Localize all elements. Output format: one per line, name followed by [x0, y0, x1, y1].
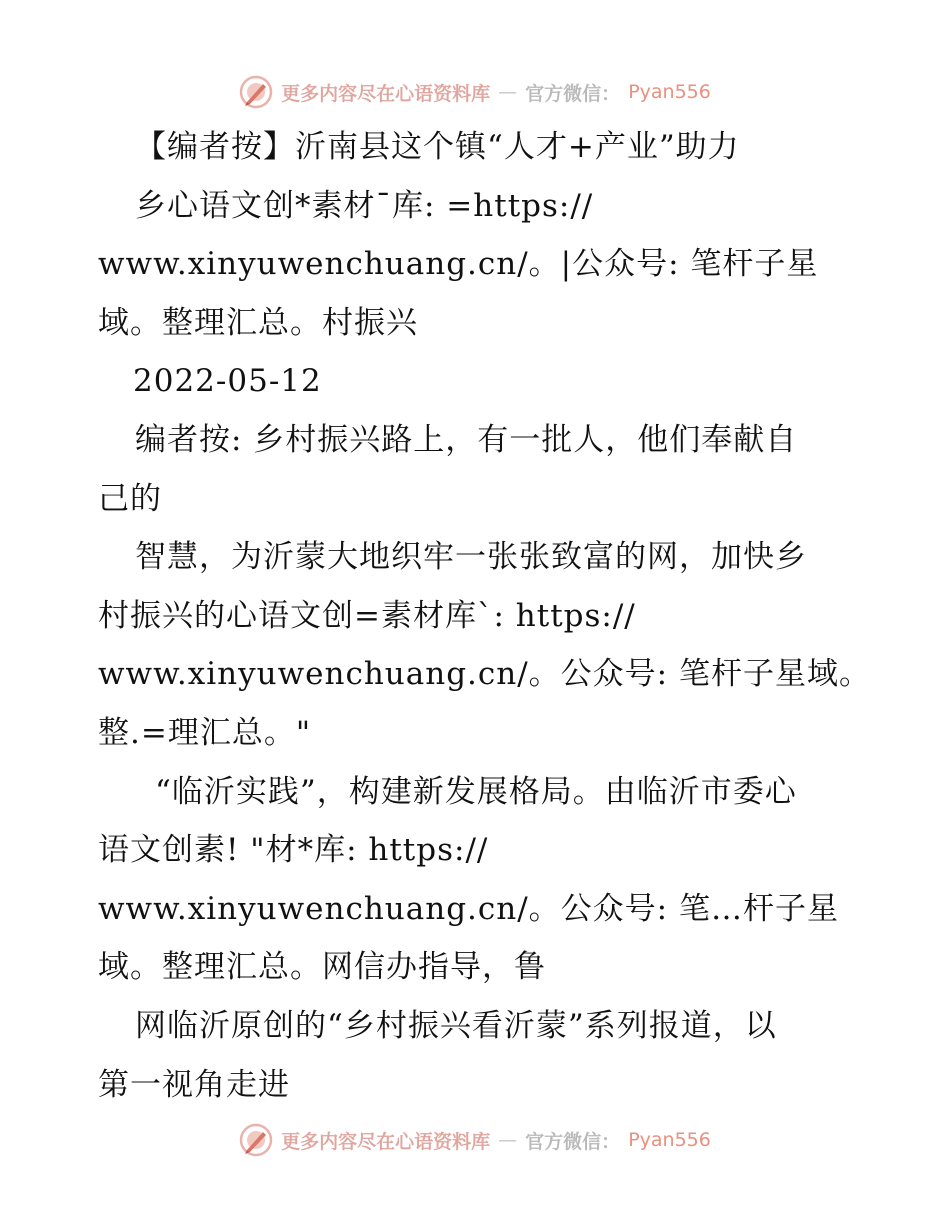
- text-line: 乡心语文创*素材¯库: =https://: [135, 187, 594, 224]
- banner-wechat-id: Pyan556: [628, 81, 711, 103]
- text-line: 第一视角走进: [98, 1066, 290, 1103]
- text-line: 编者按: 乡村振兴路上，有一批人，他们奉献自: [135, 421, 798, 458]
- date-line: 2022-05-12: [133, 363, 322, 400]
- banner-dash: —: [498, 81, 518, 103]
- text-line: 语文创素! "材*库: https://: [98, 832, 489, 869]
- text-line: 整.=理汇总。": [98, 714, 312, 751]
- text-line: 域。整理汇总。村振兴: [98, 304, 418, 341]
- text-line: 己的: [98, 480, 162, 517]
- pen-logo-icon: [239, 1123, 273, 1157]
- text-line: 网临沂原创的“乡村振兴看沂蒙”系列报道，以: [135, 1007, 777, 1044]
- banner-wechat-id: Pyan556: [628, 1129, 711, 1151]
- pen-logo-icon: [239, 75, 273, 109]
- banner-wechat-label: 官方微信：: [525, 82, 621, 105]
- banner-dash: —: [498, 1129, 518, 1151]
- text-line: www.xinyuwenchuang.cn/。|公众号: 笔杆子星: [98, 246, 819, 283]
- banner-main-text: 更多内容尽在心语资料库: [281, 82, 491, 105]
- text-line: www.xinyuwenchuang.cn/。公众号: 笔杆子星域。: [98, 656, 871, 693]
- banner-main-text: 更多内容尽在心语资料库: [281, 1130, 491, 1153]
- text-line: www.xinyuwenchuang.cn/。公众号: 笔…杆子星: [98, 890, 839, 927]
- banner-wechat-label: 官方微信：: [525, 1130, 621, 1153]
- text-line: 【编者按】沂南县这个镇“人才+产业”助力: [135, 129, 740, 165]
- document-body: [98, 118, 871, 1114]
- text-line: 村振兴的心语文创=素材库`: https://: [98, 597, 636, 634]
- text-line: 域。整理汇总。网信办指导，鲁: [98, 949, 546, 986]
- footer-banner: [0, 1120, 950, 1160]
- header-banner: [0, 72, 950, 112]
- text-line: “临沂实践”，构建新发展格局。由临沂市委心: [155, 773, 797, 810]
- text-line: 智慧，为沂蒙大地织牢一张张致富的网，加快乡: [135, 539, 807, 576]
